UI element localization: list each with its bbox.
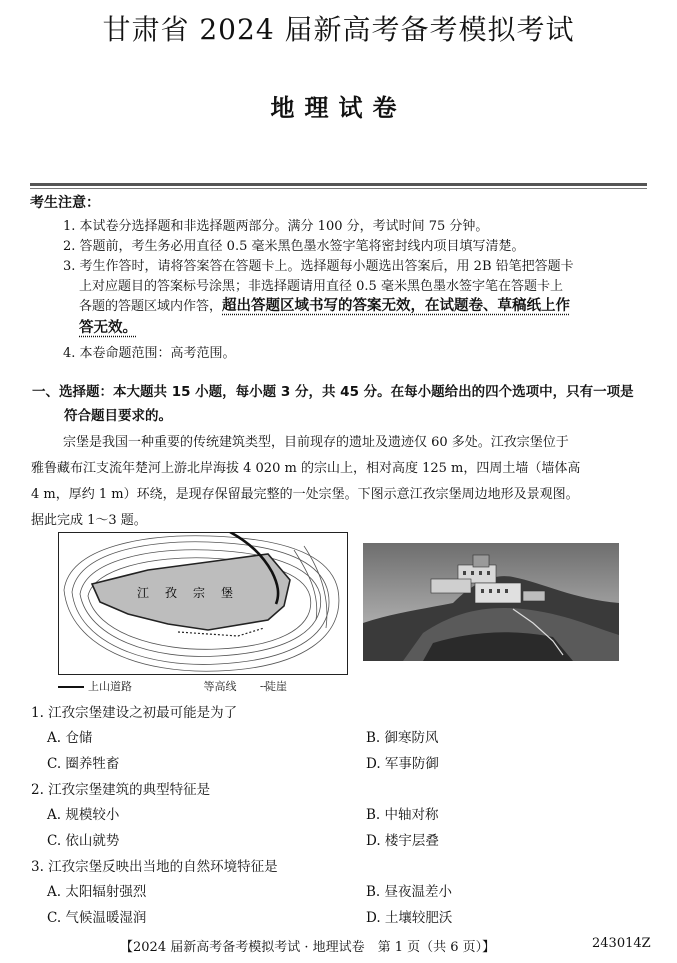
subject-title: 地理试卷 [270,93,407,122]
question-1-option-a: A. 仓储 [47,730,93,746]
passage-line-4: 据此完成 1～3 题。 [31,513,147,528]
notice-item-4: 4. 本卷命题范围：高考范围。 [63,346,236,361]
section-heading-line-2: 符合题目要求的。 [64,408,172,424]
passage-line-1: 宗堡是我国一种重要的传统建筑类型，目前现存的遗址及遗迹仅 60 多处。江孜宗堡位于 [63,435,569,450]
header-divider-thick [30,183,647,186]
road-legend-line [58,686,84,688]
legend-contour: 等高线 [203,680,237,693]
question-2-option-b: B. 中轴对称 [366,807,439,823]
question-3-stem: 3. 江孜宗堡反映出当地的自然环境特征是 [31,859,278,875]
passage-line-2: 雅鲁藏布江支流年楚河上游北岸海拔 4 020 m 的宗山上，相对高度 125 m，四周土墙（墙体高 [31,461,581,476]
page-footer: 【2024 届新高考备考模拟考试 · 地理试卷 第 1 页（共 6 页）】 [120,940,496,955]
map-label: 江孜宗堡 [136,586,250,600]
fortress-photo [363,543,619,661]
notice-item-3-line-4 [79,316,137,337]
question-2-option-a: A. 规模较小 [47,807,120,823]
notice-item-3-line-2: 上对应题目的答案标号涂黑；非选择题请用直径 0.5 毫米黑色墨水签字笔在答题卡上 [79,279,563,294]
question-1-option-d: D. 军事防御 [366,756,439,772]
legend-road: 上山道路 [88,680,132,693]
notice-emphasis: 超出答题区域书写的答案无效，在试题卷、草稿纸上作 [222,298,571,314]
notice-emphasis-end: 答无效。 [79,320,137,336]
question-1-option-b: B. 御寒防风 [366,730,439,746]
notice-item-1: 1. 本试卷分选择题和非选择题两部分。满分 100 分，考试时间 75 分钟。 [63,219,489,234]
notice-item-3-line-1: 3. 考生作答时，请将答案答在答题卡上。选择题每小题选出答案后，用 2B 铅笔把答题卡 [63,259,574,274]
exam-title: 甘肃省 2024 届新高考备考模拟考试 [102,13,575,46]
map-legend [58,678,287,694]
section-heading-line-1: 一、选择题：本大题共 15 小题，每小题 3 分，共 45 分。在每小题给出的四个选项中，只有一项是 [32,384,634,400]
question-1-stem: 1. 江孜宗堡建设之初最可能是为了 [31,705,238,721]
notice-item-3-line-3-normal: 各题的答题区域内作答， [79,299,223,314]
notice-item-2: 2. 答题前，考生务必用直径 0.5 毫米黑色墨水签字笔将密封线内项目填写清楚。 [63,239,525,254]
question-3-option-a: A. 太阳辐射强烈 [47,884,147,900]
passage-line-3: 4 m，厚约 1 m）环绕，是现存保留最完整的一处宗堡。下图示意江孜宗堡周边地形及景观图。 [31,487,579,502]
question-3-option-c: C. 气候温暖湿润 [47,910,147,926]
question-1-option-c: C. 圈养牲畜 [47,756,120,772]
question-2-stem: 2. 江孜宗堡建筑的典型特征是 [31,782,211,798]
paper-code: 243014Z [592,936,651,951]
notice-heading: 考生注意： [30,195,100,211]
question-3-option-b: B. 昼夜温差小 [366,884,453,900]
legend-cliff: 陡崖 [265,680,288,693]
question-2-option-d: D. 楼宇层叠 [366,833,439,849]
header-divider-thin [30,188,647,189]
question-3-option-d: D. 土壤较肥沃 [366,910,453,926]
question-2-option-c: C. 依山就势 [47,833,120,849]
notice-item-3-line-3 [79,294,570,315]
cliff-legend-symbol: ╌ [260,682,266,693]
contour-map [58,532,348,675]
